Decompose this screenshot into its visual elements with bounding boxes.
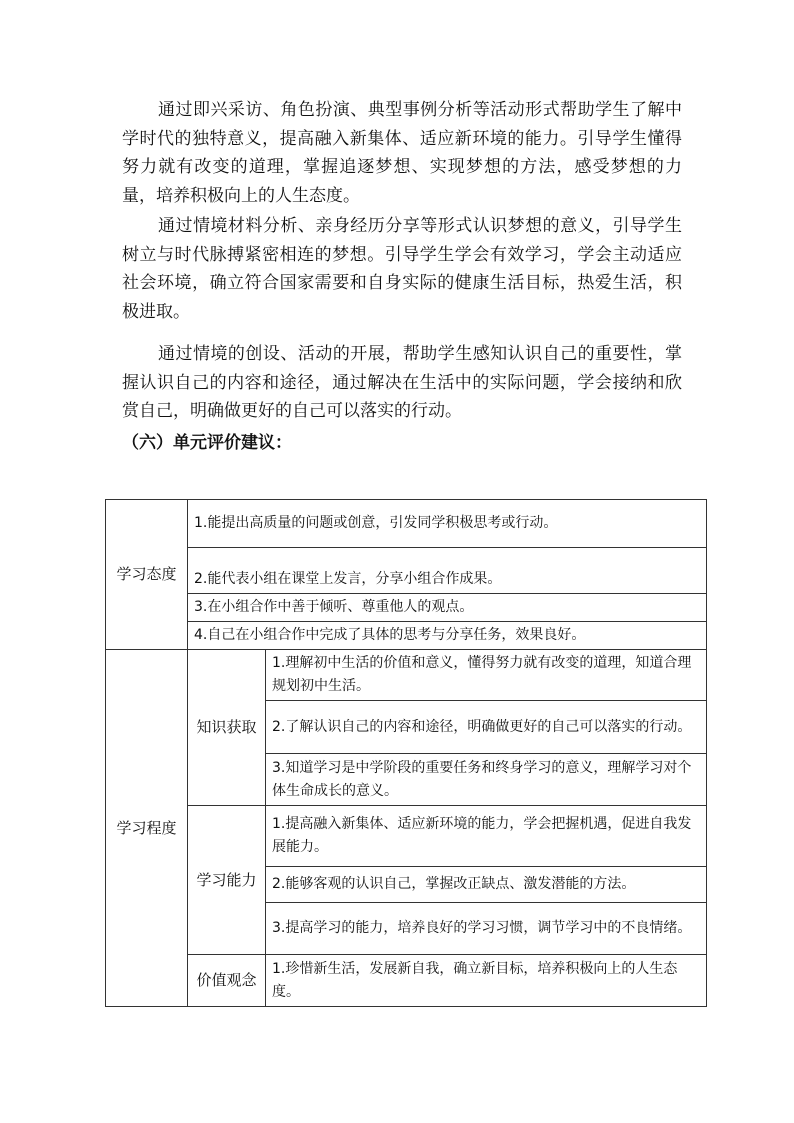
category-degree: 学习程度 bbox=[106, 650, 188, 1007]
ability-item-3: 3.提高学习的能力，培养良好的学习习惯，调节学习中的不良情绪。 bbox=[266, 903, 707, 955]
subcategory-values: 价值观念 bbox=[188, 955, 266, 1007]
knowledge-item-1: 1.理解初中生活的价值和意义，懂得努力就有改变的道理，知道合理规划初中生活。 bbox=[266, 650, 707, 701]
table-row bbox=[106, 806, 707, 867]
attitude-item-3: 3.在小组合作中善于倾听、尊重他人的观点。 bbox=[188, 594, 707, 622]
category-attitude: 学习态度 bbox=[106, 500, 188, 650]
subcategory-knowledge: 知识获取 bbox=[188, 650, 266, 806]
table-row bbox=[106, 500, 707, 548]
paragraph-1: 通过即兴采访、角色扮演、典型事例分析等活动形式帮助学生了解中学时代的独特意义，提高融入新集体、适应新环境的能力。引导学生懂得努力就有改变的道理，掌握追逐梦想、实现梦想的方法，感受梦想的力量，培养积极向上的人生态度。 bbox=[122, 100, 682, 206]
table-row bbox=[106, 955, 707, 1007]
evaluation-table bbox=[105, 499, 707, 1007]
table-row bbox=[106, 594, 707, 622]
knowledge-item-3: 3.知道学习是中学阶段的重要任务和终身学习的意义，理解学习对个体生命成长的意义。 bbox=[266, 754, 707, 806]
section-heading: （六）单元评价建议： bbox=[122, 433, 292, 453]
ability-item-1: 1.提高融入新集体、适应新环境的能力，学会把握机遇，促进自我发展能力。 bbox=[266, 806, 707, 867]
paragraph-3: 通过情境的创设、活动的开展，帮助学生感知认识自己的重要性，掌握认识自己的内容和途径，通过解决在生活中的实际问题，学会接纳和欣赏自己，明确做更好的自己可以落实的行动。 bbox=[122, 344, 682, 421]
values-item-1: 1.珍惜新生活，发展新自我，确立新目标，培养积极向上的人生态度。 bbox=[266, 955, 707, 1007]
knowledge-item-2: 2.了解认识自己的内容和途径，明确做更好的自己可以落实的行动。 bbox=[266, 701, 707, 754]
table-row bbox=[106, 622, 707, 650]
table-row bbox=[106, 650, 707, 701]
attitude-item-2: 2.能代表小组在课堂上发言，分享小组合作成果。 bbox=[188, 548, 707, 594]
paragraph-2: 通过情境材料分析、亲身经历分享等形式认识梦想的意义，引导学生树立与时代脉搏紧密相连的梦想。引导学生学会有效学习，学会主动适应社会环境，确立符合国家需要和自身实际的健康生活目标，热爱生活，积极进取。 bbox=[122, 216, 682, 322]
table-row bbox=[106, 548, 707, 594]
attitude-item-1: 1.能提出高质量的问题或创意，引发同学积极思考或行动。 bbox=[188, 500, 707, 548]
attitude-item-4: 4.自己在小组合作中完成了具体的思考与分享任务，效果良好。 bbox=[188, 622, 707, 650]
ability-item-2: 2.能够客观的认识自己，掌握改正缺点、激发潜能的方法。 bbox=[266, 867, 707, 903]
subcategory-ability: 学习能力 bbox=[188, 806, 266, 955]
